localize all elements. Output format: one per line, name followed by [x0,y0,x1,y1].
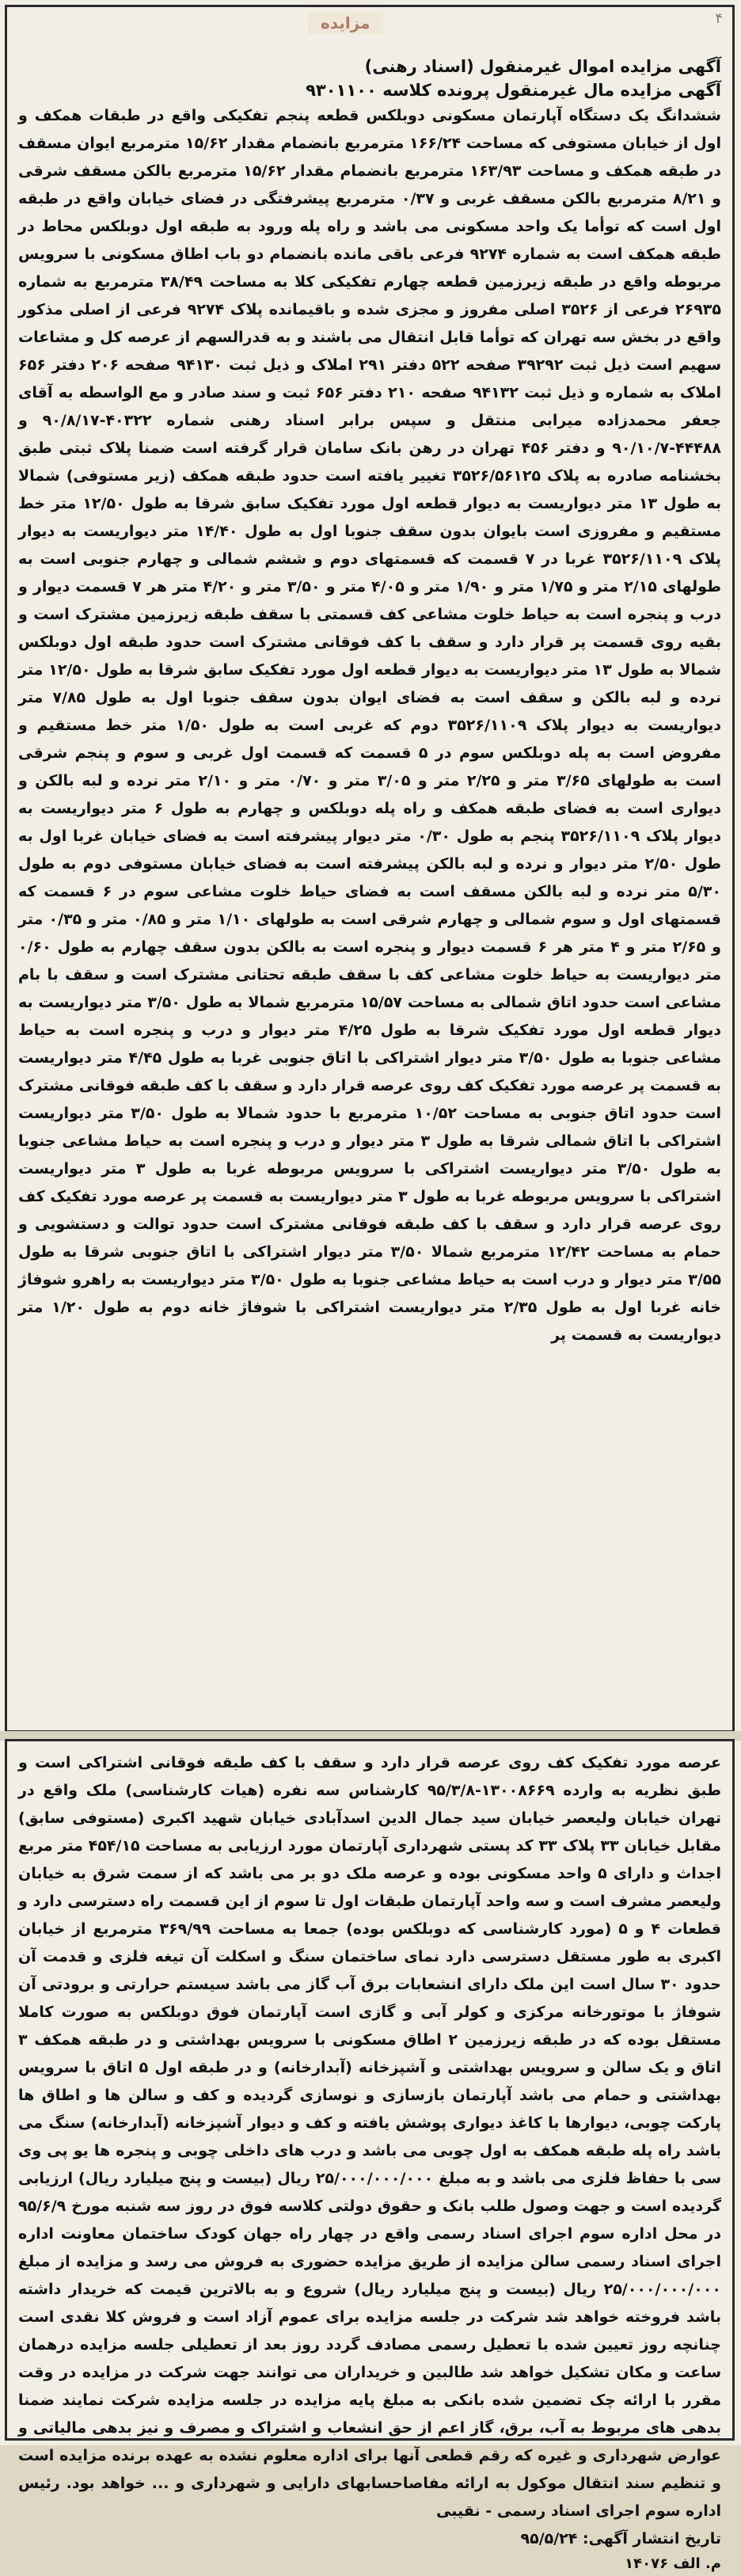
notice-2-text [18,1749,721,2576]
section-badge: مزایده [308,12,383,34]
notice-box-1 [5,5,735,1733]
notice-box-2 [5,1739,735,2572]
notice-heading: آگهی مزایده اموال غیرمنقول (اسناد رهنی) [364,57,721,76]
corner-number: ۴ [715,10,723,27]
notice-1-body: ششدانگ یک دستگاه آپارتمان مسکونی دوبلکس قطعه پنجم تفکیکی واقع در طبقات همکف و اول از خیابان مستوفی که مساحت ۱۶۶/۲۴ مترمربع بانضمام مقدار ۱۵/۶۲ مترمربع ایوان مسقف در طبقه همکف و مساحت ۱۶۳/۹۳ مترمربع بانضمام مقدار ۱۵/۶۲ مترمربع بالکن مسقف شرقی و ۸/۲۱ مترمربع بالکن مسقف غربی و ۰/۳۷ مترمربع پیشرفتگی در فضای خیابان واقع در طبقه اول است که توأما یک واحد مسکونی می باشد و راه پله ورود به طبقه اول دوبلکس محاط در طبقه همکف است به شماره ۹۲۷۴ فرعی باقی مانده بانضمام دو باب اطاق مسکونی با سرویس مربوطه واقع در طبقه زیرزمین قطعه چهارم تفکیکی کلا به مساحت ۳۸/۴۹ مترمربع به شماره ۲۶۹۳۵ فرعی از ۳۵۲۶ اصلی مفروز و مجزی شده و باقیمانده پلاک ۹۲۷۴ فرعی از اصلی مذکور واقع در بخش سه تهران که توأما قابل انتقال می باشند و به قدرالسهم از عرصه کل و مشاعات سهیم است ذیل ثبت ۳۹۲۹۲ صفحه ۵۲۲ دفتر ۲۹۱ املاک و ذیل ثبت ۹۴۱۳۰ صفحه ۲۰۶ دفتر ۶۵۶ املاک به شماره و ذیل ثبت ۹۴۱۳۲ صفحه ۲۱۰ دفتر ۶۵۶ ثبت و سند صادر و مع الواسطه به آقای جعفر محمدزاده میرابی منتقل و سپس برابر اسناد رهنی شماره ۴۰۳۲۲-۹۰/۸/۱۷ و ۴۴۴۸۸-۹۰/۱۰/۷ و دفتر ۴۵۶ تهران در رهن بانک سامان قرار گرفته است ضمنا پلاک ثبتی طبق بخشنامه صادره به پلاک ۳۵۲۶/۵۶۱۲۵ تغییر یافته است حدود طبقه همکف (زیر مستوفی) شمالا به طول ۱۳ متر دیواریست به دیوار قطعه اول مورد تفکیک سابق شرقا به طول ۱۲/۵۰ متر خط مستقیم و مفروزی است بایوان بدون سقف جنوبا اول به طول ۱۴/۴۰ متر دیواریست به دیوار پلاک ۳۵۲۶/۱۱۰۹ غربا در ۷ قسمت که قسمتهای دوم و ششم شمالی و چهارم جنوبی است به طولهای ۲/۱۵ متر و ۱/۷۵ متر و ۱/۹۰ متر و ۴/۰۵ متر و ۳/۵۰ متر و ۴/۲۰ متر هر ۷ قسمت دیوار و درب و پنجره است به حیاط خلوت مشاعی کف قسمتی با سقف طبقه زیرزمین مشترک است و بقیه روی قسمت پر قرار دارد و سقف با کف فوقانی مشترک است حدود طبقه اول دوبلکس شمالا به طول ۱۳ متر دیواریست به دیوار قطعه اول مورد تفکیک سابق شرقا به طول ۱۲/۵۰ متر نرده و لبه بالکن و سقف است به فضای ایوان بدون سقف جنوبا اول به طول ۷/۸۵ متر دیواریست به دیوار پلاک ۳۵۲۶/۱۱۰۹ دوم که غربی است به طول ۱/۵۰ متر خط مستقیم و مفروض است به پله دوبلکس سوم در ۵ قسمت که قسمت اول غربی و سوم و پنجم شرقی است به طولهای ۳/۶۵ متر و ۲/۲۵ متر و ۳/۰۵ متر و ۰/۷۰ متر و ۲/۱۰ متر نرده و لبه بالکن و دیواری است به فضای طبقه همکف و راه پله دوبلکس و چهارم به طول ۶ متر دیواریست به دیوار پلاک ۳۵۲۶/۱۱۰۹ پنجم به طول ۰/۳۰ متر دیوار پیشرفته است به فضای خیابان غربا اول به طول ۲/۵۰ متر دیوار و نرده و لبه بالکن پیشرفته است به فضای خیابان مستوفی دوم به طول ۵/۳۰ متر نرده و لبه بالکن مسقف است به فضای حیاط خلوت مشاعی سوم در ۶ قسمت که قسمتهای اول و سوم شمالی و چهارم شرقی است به طولهای ۱/۱۰ متر و ۰/۸۵ متر و ۰/۳۵ متر و ۲/۶۵ متر و ۴ متر هر ۶ قسمت دیوار و پنجره است به بالکن بدون سقف چهارم به طول ۰/۶۰ متر دیواریست به حیاط خلوت مشاعی کف با سقف طبقه تحتانی مشترک است و سقف با بام مشاعی است حدود اتاق شمالی به مساحت ۱۵/۵۷ مترمربع شمالا به طول ۳/۵۰ متر دیواریست به دیوار قطعه اول مورد تفکیک شرقا به طول ۴/۲۵ متر دیوار و درب و پنجره است به حیاط مشاعی جنوبا به طول ۳/۵۰ متر دیوار اشتراکی با اتاق جنوبی غربا به طول ۴/۴۵ متر دیواریست به قسمت پر عرصه مورد تفکیک کف روی عرصه قرار دارد و سقف با کف طبقه فوقانی مشترک است حدود اتاق جنوبی به مساحت ۱۰/۵۲ مترمربع با حدود شمالا به طول ۳/۵۰ متر دیواریست اشتراکی با اتاق شمالی شرقا به طول ۳ متر دیوار و درب و پنجره است به حیاط مشاعی جنوبا به طول ۳/۵۰ متر دیواریست اشتراکی با سرویس مربوطه غربا به طول ۳ متر دیواریست اشتراکی با سرویس مربوطه غربا به طول ۳ متر دیواریست به قسمت پر عرصه مورد تفکیک کف روی عرصه قرار دارد و سقف با کف طبقه فوقانی مشترک است حدود توالت و دستشویی و حمام به مساحت ۱۲/۴۲ مترمربع شمالا ۳/۵۰ متر دیوار اشتراکی با اتاق جنوبی شرقا به طول ۳/۵۵ متر دیوار و درب است به حیاط مشاعی جنوبا به طول ۳/۵۰ متر دیواریست به راهرو شوفاژ خانه غربا اول به طول ۲/۳۵ متر دیواریست اشتراکی با شوفاژ خانه دوم به طول ۱/۲۰ متر دیواریست به قسمت پر [18,107,722,1344]
notice-2-body: عرصه مورد تفکیک کف روی عرصه قرار دارد و سقف با کف طبقه فوقانی اشتراکی است و طبق نظریه به وارده ۱۳۰۰۸۶۶۹-۹۵/۳/۸ کارشناس سه نفره (هیات کارشناسی) ملک واقع در تهران خیابان ولیعصر خیابان سید جمال الدین اسدآبادی خیابان شهید اکبری (مستوفی سابق) مقابل خیابان ۳۳ پلاک ۳۳ کد پستی شهرداری آپارتمان مورد ارزیابی به مساحت ۴۵۴/۱۵ متر مربع اجداث و دارای ۵ واحد مسکونی بوده و عرصه ملک دو بر می باشد که از سمت شرق به خیابان ولیعصر مشرف است و سه واحد آپارتمان طبقات اول تا سوم از این قسمت راه دسترسی دارد و قطعات ۴ و ۵ (مورد کارشناسی که دوبلکس بوده) جمعا به مساحت ۳۶۹/۹۹ مترمربع از خیابان اکبری به طور مستقل دسترسی دارد نمای ساختمان سنگ و اسکلت آن تیغه فلزی و قدمت آن حدود ۳۰ سال است این ملک دارای انشعابات برق آب گاز می باشد سیستم حرارتی و برودتی آن شوفاژ با موتورخانه مرکزی و کولر آبی و گازی است آپارتمان فوق دوبلکس به صورت کاملا مستقل بوده که در طبقه زیرزمین ۲ اطاق مسکونی با سرویس بهداشتی و در طبقه همکف ۳ اتاق و یک سالن و سرویس بهداشتی و آشپزخانه (آبدارخانه) و در طبقه اول ۵ اتاق با سرویس بهداشتی و حمام می باشد آپارتمان بازسازی و نوسازی گردیده و کف و سالن ها و اطاق ها پارکت چوبی، دیوارها با کاغذ دیواری پوشش یافته و کف و دیوار آشپزخانه (آبدارخانه) سنگ می باشد راه پله طبقه همکف به اول چوبی می باشد و درب های داخلی چوبی و پنجره ها یو پی وی سی با حفاظ فلزی می باشد و به مبلغ ۲۵/۰۰۰/۰۰۰/۰۰۰ ریال (بیست و پنج میلیارد ریال) ارزیابی گردیده است و جهت وصول طلب بانک و حقوق دولتی کلاسه فوق در روز سه شنبه مورخ ۹۵/۶/۹ در محل اداره سوم اجرای اسناد رسمی واقع در چهار راه جهان کودک ساختمان معاونت اداره اجرای اسناد رسمی سالن مزایده از طریق مزایده حضوری به فروش می رسد و مزایده از مبلغ ۲۵/۰۰۰/۰۰۰/۰۰۰ ریال (بیست و پنج میلیارد ریال) شروع و به بالاترین قیمت که خریدار داشته باشد فروخته خواهد شد شرکت در جلسه مزایده برای عموم آزاد است و فروش کلا نقدی است چنانچه روز تعیین شده با تعطیل رسمی مصادف گردد روز بعد از تعطیلی جلسه مزایده درهمان ساعت و مکان تشکیل خواهد شد طالبین و خریداران می توانند جهت شرکت در مزایده در وقت مقرر با ارائه چک تضمین شده بانکی به مبلغ پایه مزایده در جلسه مزایده شرکت نمایند ضمنا بدهی های مربوط به آب، برق، گاز اعم از حق انشعاب و اشتراک و مصرف و نیز بدهی مالیاتی و عوارض شهرداری و غیره که رقم قطعی آنها برای اداره معلوم نشده به عهده برنده مزایده است و تنظیم سند انتقال موکول به ارائه مفاصاحسابهای دارایی و شهرداری و ... خواهد بود. رئیس اداره سوم اجرای اسناد رسمی - نقیبی [18,1754,722,2520]
case-number-heading: آگهی مزایده مال غیرمنقول پرونده کلاسه ۹۳۰۱۱۰۰ [306,81,721,100]
notice-code: م. الف ۱۴۰۷۶ [625,2555,721,2572]
publish-date: تاریخ انتشار آگهی: ۹۵/۵/۲۴ [520,2530,721,2547]
notice-1-text [18,55,721,1349]
